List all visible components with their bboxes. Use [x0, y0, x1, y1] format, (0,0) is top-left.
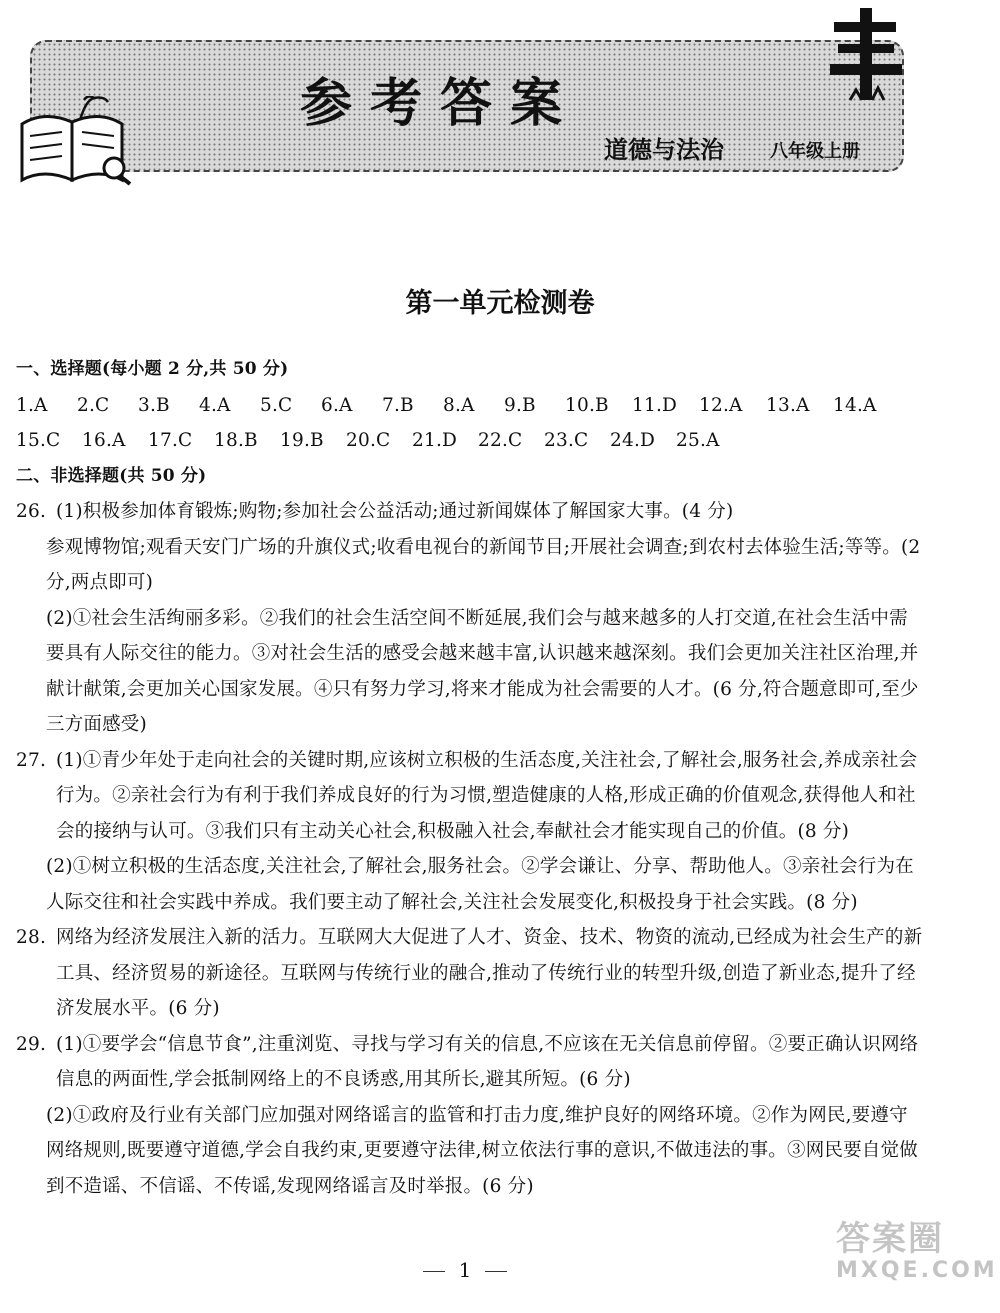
question-number: 26.: [16, 501, 47, 522]
choice-answer: 8.A: [443, 394, 475, 416]
choice-answers-row2: [16, 423, 926, 459]
part1-heading: 一、选择题(每小题 2 分,共 50 分): [16, 359, 289, 379]
choice-answer: 14.A: [833, 394, 877, 416]
open-book-icon: [14, 96, 134, 186]
choice-answer: 18.B: [214, 430, 258, 451]
choice-answer: 21.D: [412, 430, 458, 451]
watermark: [836, 1219, 998, 1283]
choice-answer: 6.A: [321, 394, 353, 416]
choice-answer: 25.A: [676, 430, 720, 451]
choice-answer: 1.A: [16, 394, 48, 416]
choice-answer: 23.C: [544, 430, 589, 451]
footer-dash-right: [485, 1271, 507, 1272]
answer-paragraph: (2)①社会生活绚丽多彩。②我们的社会生活空间不断延展,我们会与越来越多的人打交道,在社会生活中需要具有人际交往的能力。③对社会生活的感受会越来越丰富,认识越来越深刻。我们会更加关注社区治理,并献计献策,会更加关心国家发展。④只有努力学习,将来才能成为社会需要的人才。(6 分,符合题意即可,至少三方面感受): [46, 607, 919, 735]
question-28: [16, 920, 926, 1027]
page-title: 参考答案: [300, 74, 581, 134]
answer-paragraph: (2)①政府及行业有关部门应加强对网络谣言的监管和打击力度,维护良好的网络环境。②作为网民,要遵守网络规则,既要遵守道德,学会自我约束,更要遵守法律,树立依法行事的意识,不做违法的事。③网民要自觉做到不造谣、不信谣、不传谣,发现网络谣言及时举报。(6 分): [46, 1104, 918, 1197]
watermark-logo-text: 答案圈: [836, 1219, 944, 1259]
section-title: 第一单元检测卷: [405, 288, 595, 319]
choice-answer: 7.B: [382, 394, 414, 416]
choice-answer: 10.B: [565, 394, 609, 416]
choice-answer: 2.C: [77, 394, 110, 416]
choice-answers-row1: [16, 388, 926, 424]
answer-text: (1)积极参加体育锻炼;购物;参加社会公益活动;通过新闻媒体了解国家大事。(4 分): [56, 501, 734, 522]
choice-answer: 4.A: [199, 394, 231, 416]
answer-text: 网络为经济发展注入新的活力。互联网大大促进了人才、资金、技术、物资的流动,已经成为社会生产的新工具、经济贸易的新途径。互联网与传统行业的融合,推动了传统行业的转型升级,创造了新业态,提升了经济发展水平。(6 分): [56, 927, 923, 1019]
page-number-footer: [0, 1258, 930, 1282]
answer-text: (1)①要学会“信息节食”,注重浏览、寻找与学习有关的信息,不应该在无关信息前停留。②要正确认识网络信息的两面性,学会抵制网络上的不良诱惑,用其所长,避其所短。(6 分): [56, 1033, 919, 1090]
choice-answer: 13.A: [766, 394, 810, 416]
choice-answer: 9.B: [504, 394, 536, 416]
question-27: [16, 743, 926, 850]
question-29: [16, 1027, 926, 1098]
watermark-url: MXQE.COM: [836, 1258, 998, 1283]
choice-answer: 24.D: [610, 430, 656, 451]
subject-label: 道德与法治: [604, 136, 724, 164]
choice-answer: 17.C: [148, 430, 193, 451]
question-26: [16, 494, 926, 530]
choice-answer: 22.C: [478, 430, 523, 451]
answer-text: (1)①青少年处于走向社会的关键时期,应该树立积极的生活态度,关注社会,了解社会,服务社会,养成亲社会行为。②亲社会行为有利于我们养成良好的行为习惯,塑造健康的人格,形成正确的价值观念,获得他人和社会的接纳与认可。③我们只有主动关心社会,积极融入社会,奉献社会才能实现自己的价值。(8 分): [56, 749, 918, 842]
footer-dash-left: [423, 1271, 445, 1272]
choice-answer: 12.A: [699, 394, 743, 416]
choice-answer: 3.B: [138, 394, 170, 416]
answer-content: [16, 352, 926, 1204]
choice-answer: 20.C: [346, 430, 391, 451]
question-number: 29.: [16, 1033, 47, 1055]
part2-heading: 二、非选择题(共 50 分): [16, 465, 207, 486]
answer-paragraph: 参观博物馆;观看天安门广场的升旗仪式;收看电视台的新闻节目;开展社会调查;到农村去体验生活;等等。(2 分,两点即可): [46, 536, 921, 593]
choice-answer: 11.D: [632, 394, 678, 416]
choice-answer: 5.C: [260, 394, 293, 416]
page-number: 1: [458, 1258, 472, 1282]
grade-label: 八年级上册: [770, 141, 860, 162]
choice-answer: 15.C: [16, 430, 61, 451]
question-number: 28.: [16, 927, 47, 948]
choice-answer: 16.A: [82, 430, 126, 451]
question-number: 27.: [16, 749, 47, 771]
brand-logo-icon: [828, 6, 908, 106]
answer-paragraph: (2)①树立积极的生活态度,关注社会,了解社会,服务社会。②学会谦让、分享、帮助他人。③亲社会行为在人际交往和社会实践中养成。我们要主动了解社会,关注社会发展变化,积极投身于社会实践。(8 分): [46, 856, 914, 913]
choice-answer: 19.B: [280, 430, 324, 451]
